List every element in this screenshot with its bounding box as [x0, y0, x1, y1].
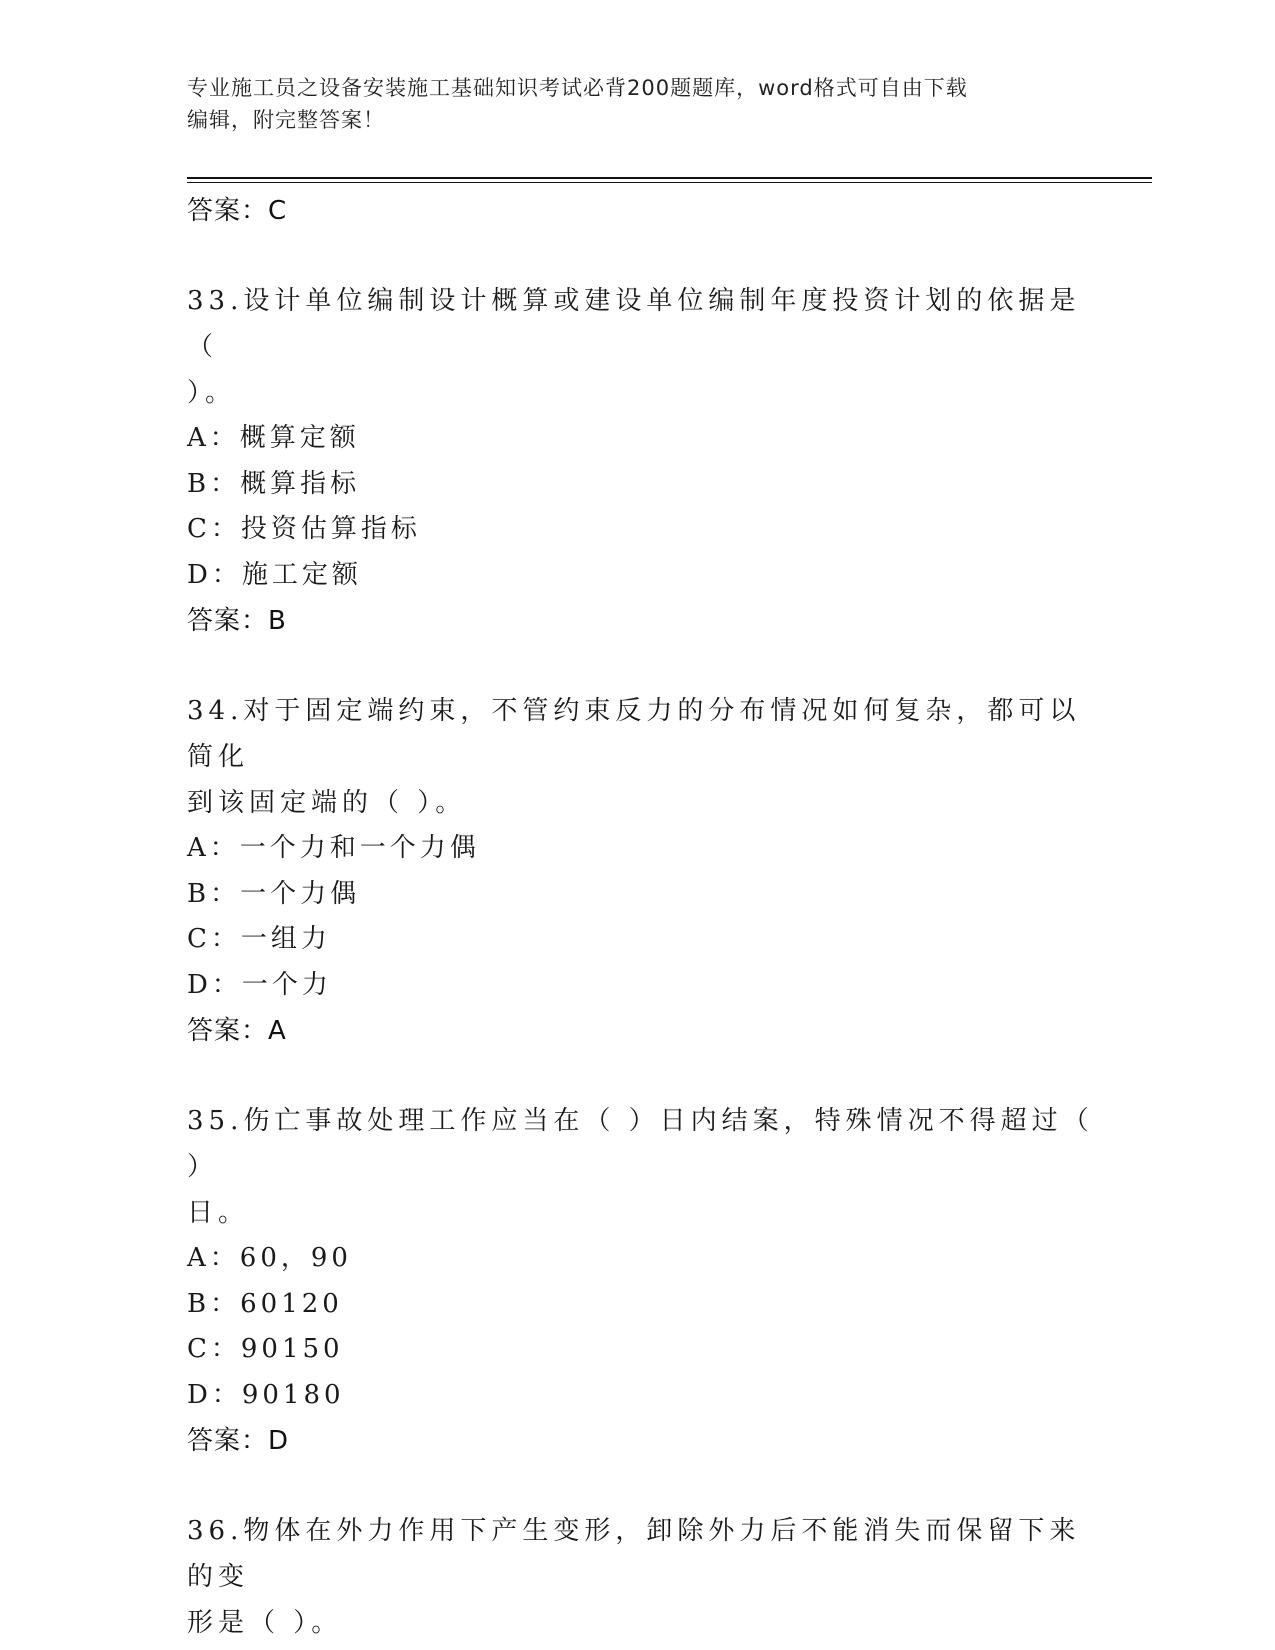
question-35-option-a: A：60，90 [187, 1243, 352, 1273]
question-35-line-1: 35.伤亡事故处理工作应当在（ ）日内结案，特殊情况不得超过（ ） [187, 1106, 1107, 1182]
question-34-option-d: D：一个力 [187, 969, 332, 1000]
page-header [187, 72, 1087, 136]
question-35-option-c: C：90150 [187, 1334, 344, 1364]
question-34-option-c: C：一组力 [187, 924, 331, 954]
question-36-line-2: 形是（ ）。 [187, 1608, 343, 1638]
question-34-option-b: B：一个力偶 [187, 878, 361, 909]
question-35 [187, 1098, 1107, 1464]
question-36-line-1: 36.物体在外力作用下产生变形，卸除外力后不能消失而保留下来的变 [187, 1516, 1081, 1592]
question-34-line-2: 到该固定端的（ ）。 [187, 788, 467, 818]
answer-32: 答案：C [187, 196, 288, 226]
question-33-line-2: ）。 [187, 378, 237, 408]
question-35-line-2: 日。 [187, 1198, 250, 1228]
question-34-answer: 答案：A [187, 1016, 287, 1046]
header-line-2: 编辑，附完整答案！ [187, 108, 385, 132]
question-35-option-b: B：60120 [187, 1288, 343, 1319]
question-33 [187, 278, 1107, 644]
question-34-line-1: 34.对于固定端约束，不管约束反力的分布情况如何复杂，都可以简化 [187, 696, 1081, 772]
header-line-1: 专业施工员之设备安装施工基础知识考试必背200题题库，word格式可自由下载 [187, 76, 968, 100]
question-33-option-d: D：施工定额 [187, 559, 362, 590]
question-35-answer: 答案：D [187, 1426, 290, 1456]
question-33-answer: 答案：B [187, 606, 287, 636]
question-33-option-b: B：概算指标 [187, 468, 361, 499]
question-33-option-a: A：概算定额 [187, 423, 360, 453]
header-rule-thin [187, 182, 1152, 183]
question-36 [187, 1508, 1107, 1646]
question-34 [187, 688, 1107, 1054]
question-34-option-a: A：一个力和一个力偶 [187, 833, 480, 863]
question-33-line-1: 33.设计单位编制设计概算或建设单位编制年度投资计划的依据是（ [187, 286, 1081, 362]
document-body [187, 188, 1107, 1646]
question-35-option-d: D：90180 [187, 1379, 345, 1410]
header-rule-thick [187, 177, 1152, 179]
question-33-option-c: C：投资估算指标 [187, 514, 421, 544]
